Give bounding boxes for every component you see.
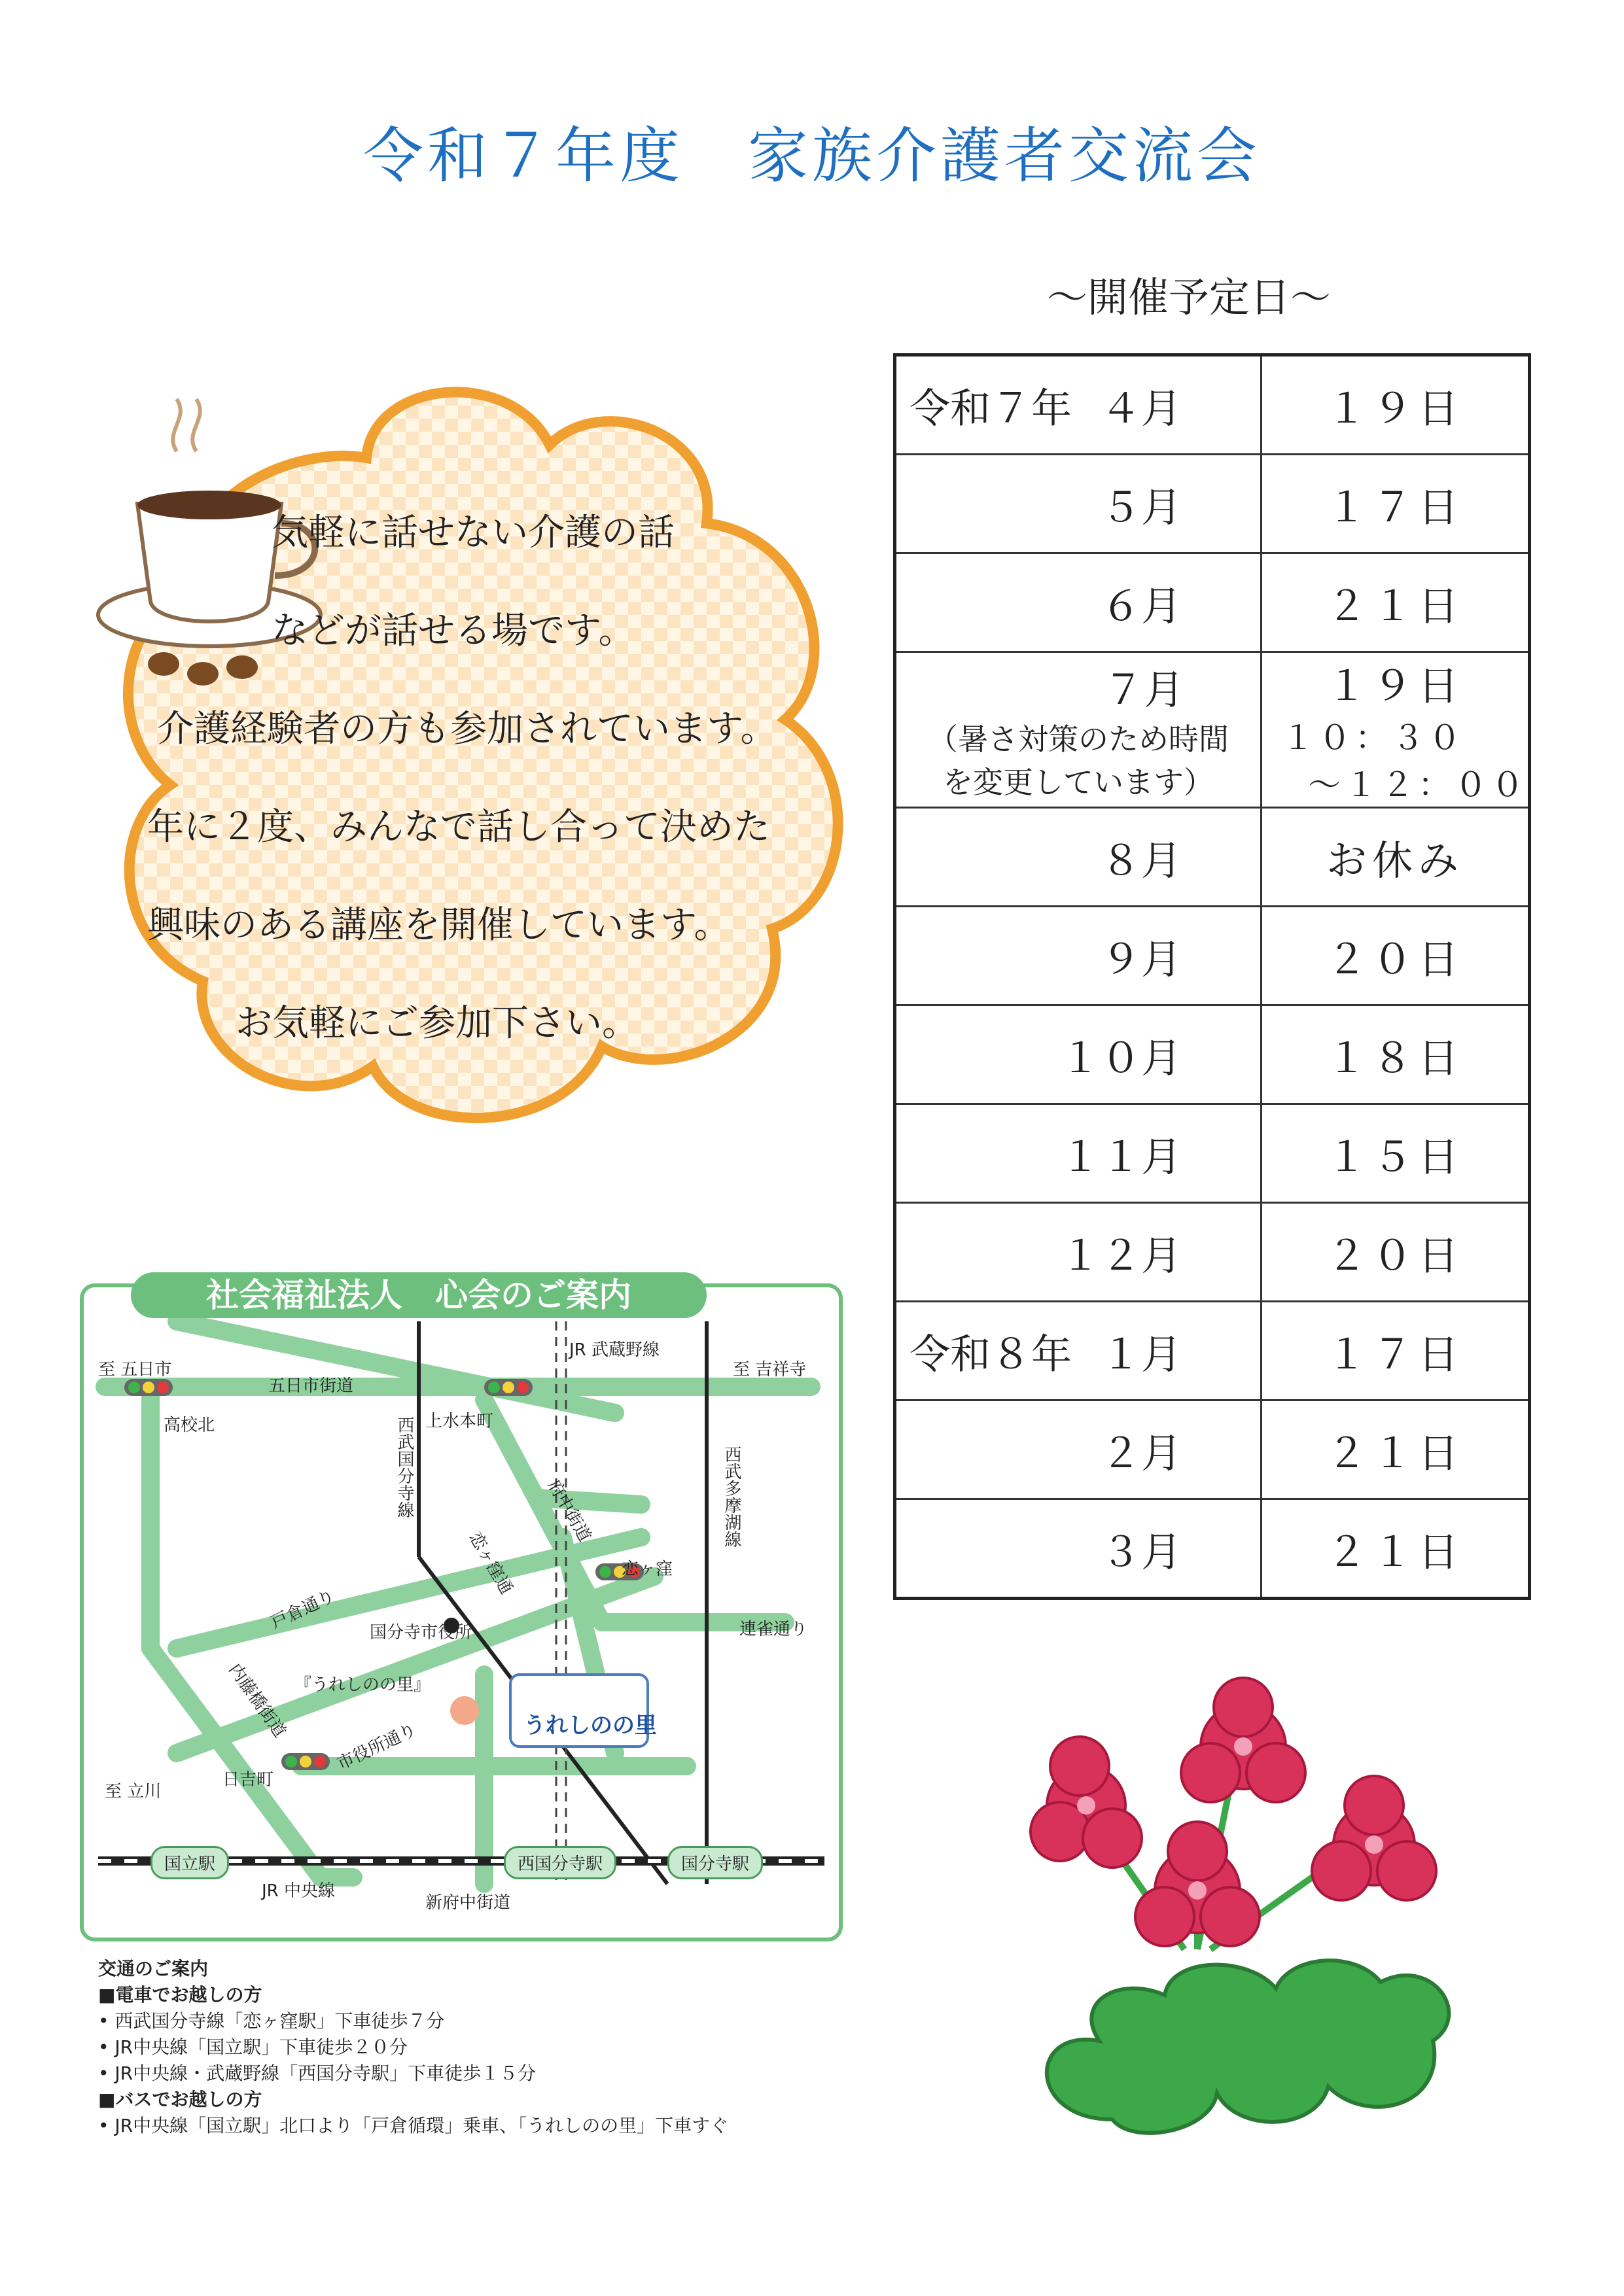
day-cell	[1262, 1499, 1530, 1599]
train-item: • JR中央線・武蔵野線「西国分寺駅」下車徒歩１５分	[98, 2062, 537, 2084]
era-label: 令和７年	[909, 384, 1072, 432]
kokubunji-station: 国分寺駅	[667, 1846, 763, 1879]
day-label: １７日	[1326, 483, 1464, 531]
day-label: お休み	[1326, 836, 1464, 884]
day-label: １８日	[1326, 1034, 1464, 1082]
intro-line: 気軽に話せない介護の話	[272, 512, 675, 554]
day-cell	[1262, 1005, 1530, 1104]
time-label: ～１２：００	[1308, 766, 1528, 804]
day-label: ２０日	[1326, 935, 1464, 983]
month-cell	[895, 1005, 1262, 1104]
map-label: 国分寺市役所	[370, 1623, 472, 1643]
map-label: 至 五日市	[98, 1360, 172, 1380]
day-cell	[1262, 1302, 1530, 1400]
intro-line: お気軽にご参加下さい。	[236, 1002, 639, 1045]
month-label: ４月	[1100, 384, 1182, 432]
month-cell	[895, 652, 1262, 808]
map-label: 西武多摩湖線	[722, 1446, 741, 1548]
schedule-note: を変更しています）	[943, 765, 1214, 800]
intro-cloud	[92, 353, 890, 1177]
schedule-row	[895, 808, 1530, 907]
intro-line: 年に２度、みんなで話し合って決めた	[147, 806, 770, 848]
schedule-row	[895, 1104, 1530, 1203]
day-label: １９日	[1326, 384, 1464, 432]
month-label: １２月	[1059, 1231, 1182, 1279]
schedule-heading: ～開催予定日～	[1047, 273, 1332, 321]
geranium-flower-icon	[1001, 1675, 1525, 2146]
day-label: １５日	[1326, 1132, 1464, 1181]
map-label: 日吉町	[222, 1770, 274, 1790]
map-label: 至 吉祥寺	[733, 1360, 807, 1380]
train-item: • JR中央線「国立駅」下車徒歩２０分	[98, 2036, 408, 2058]
access-heading: 交通のご案内	[98, 1958, 209, 1979]
day-label: ２０日	[1326, 1231, 1464, 1279]
schedule-row	[895, 455, 1530, 553]
month-label: １月	[1100, 1330, 1182, 1378]
map-label: 『うれしのの里』	[294, 1675, 431, 1695]
day-cell	[1262, 652, 1530, 808]
month-label: １０月	[1059, 1034, 1182, 1082]
logo-text: うれしのの里	[523, 1713, 657, 1739]
day-label: １７日	[1326, 1330, 1464, 1378]
month-cell	[895, 808, 1262, 907]
era-label: 令和８年	[909, 1330, 1072, 1378]
day-cell	[1262, 455, 1530, 553]
intro-line: 興味のある講座を開催しています。	[147, 904, 731, 947]
map-label: 連雀通り	[739, 1620, 808, 1639]
month-cell	[895, 1400, 1262, 1499]
month-label: ６月	[1100, 582, 1182, 630]
bus-item: • JR中央線「国立駅」北口より「戸倉循環」乗車、「うれしのの里」下車すぐ	[98, 2115, 729, 2136]
map-label: 高校北	[164, 1416, 215, 1435]
schedule-row	[895, 652, 1530, 808]
time-label: １０：３０	[1282, 719, 1465, 757]
map-label: 至 立川	[105, 1782, 162, 1801]
map-label: 恋ヶ窪通	[465, 1529, 516, 1598]
nishikokubunji-station: 西国分寺駅	[504, 1846, 616, 1879]
schedule-row	[895, 1203, 1530, 1302]
map-label: 上水本町	[425, 1412, 494, 1431]
schedule-row	[895, 1005, 1530, 1104]
month-cell	[895, 355, 1262, 455]
month-cell	[895, 907, 1262, 1005]
month-cell	[895, 1302, 1262, 1400]
schedule-row	[895, 1400, 1530, 1499]
day-cell	[1262, 1104, 1530, 1203]
bus-heading: ■バスでお越しの方	[98, 2089, 262, 2110]
map-label: JR 中央線	[262, 1881, 335, 1901]
schedule-note: （暑さ対策のため時間	[928, 722, 1229, 757]
month-label: １１月	[1059, 1132, 1182, 1181]
month-label: ３月	[1100, 1527, 1182, 1576]
schedule-row	[895, 553, 1530, 652]
month-label: ５月	[1100, 483, 1182, 531]
intro-line: 介護経験者の方も参加されています。	[157, 708, 777, 750]
month-cell	[895, 1203, 1262, 1302]
schedule-table	[893, 353, 1531, 1600]
day-cell	[1262, 808, 1530, 907]
map-title: 社会福祉法人 心会のご案内	[131, 1272, 707, 1318]
month-label: ９月	[1100, 935, 1182, 983]
map-label: JR 武蔵野線	[569, 1340, 660, 1360]
map-label: 西武国分寺線	[395, 1416, 414, 1518]
month-cell	[895, 1499, 1262, 1599]
day-cell	[1262, 355, 1530, 455]
month-label: ２月	[1100, 1429, 1182, 1477]
page-title: 令和７年度 家族介護者交流会	[362, 121, 1261, 191]
map-label: 府中街道	[543, 1476, 595, 1546]
intro-line: などが話せる場です。	[272, 610, 635, 652]
day-label: ２１日	[1326, 1527, 1464, 1576]
kunitachi-station: 国立駅	[150, 1846, 229, 1879]
month-label: ７月	[1103, 666, 1184, 714]
location-marker	[450, 1696, 479, 1725]
day-cell	[1262, 907, 1530, 1005]
month-label: ８月	[1100, 836, 1182, 884]
schedule-row	[895, 1302, 1530, 1400]
map-label: 戸倉通り	[268, 1586, 338, 1633]
day-cell	[1262, 1400, 1530, 1499]
month-cell	[895, 553, 1262, 652]
day-label: ２１日	[1326, 582, 1464, 630]
day-label: １９日	[1326, 662, 1464, 710]
train-heading: ■電車でお越しの方	[98, 1984, 262, 2006]
train-item: • 西武国分寺線「恋ヶ窪駅」下車徒歩７分	[98, 2010, 445, 2032]
map-label: 五日市街道	[268, 1376, 354, 1396]
access-map	[79, 1282, 844, 1943]
schedule-row	[895, 907, 1530, 1005]
month-cell	[895, 455, 1262, 553]
map-label: 市役所通り	[334, 1720, 420, 1774]
day-cell	[1262, 1203, 1530, 1302]
day-cell	[1262, 553, 1530, 652]
map-label: 恋ヶ窪	[622, 1559, 673, 1579]
month-cell	[895, 1104, 1262, 1203]
access-info	[98, 1956, 728, 2139]
day-label: ２１日	[1326, 1429, 1464, 1477]
schedule-row	[895, 355, 1530, 455]
map-label: 新府中街道	[425, 1893, 511, 1913]
map-label: 内藤橋街道	[224, 1660, 290, 1741]
schedule-row	[895, 1499, 1530, 1599]
